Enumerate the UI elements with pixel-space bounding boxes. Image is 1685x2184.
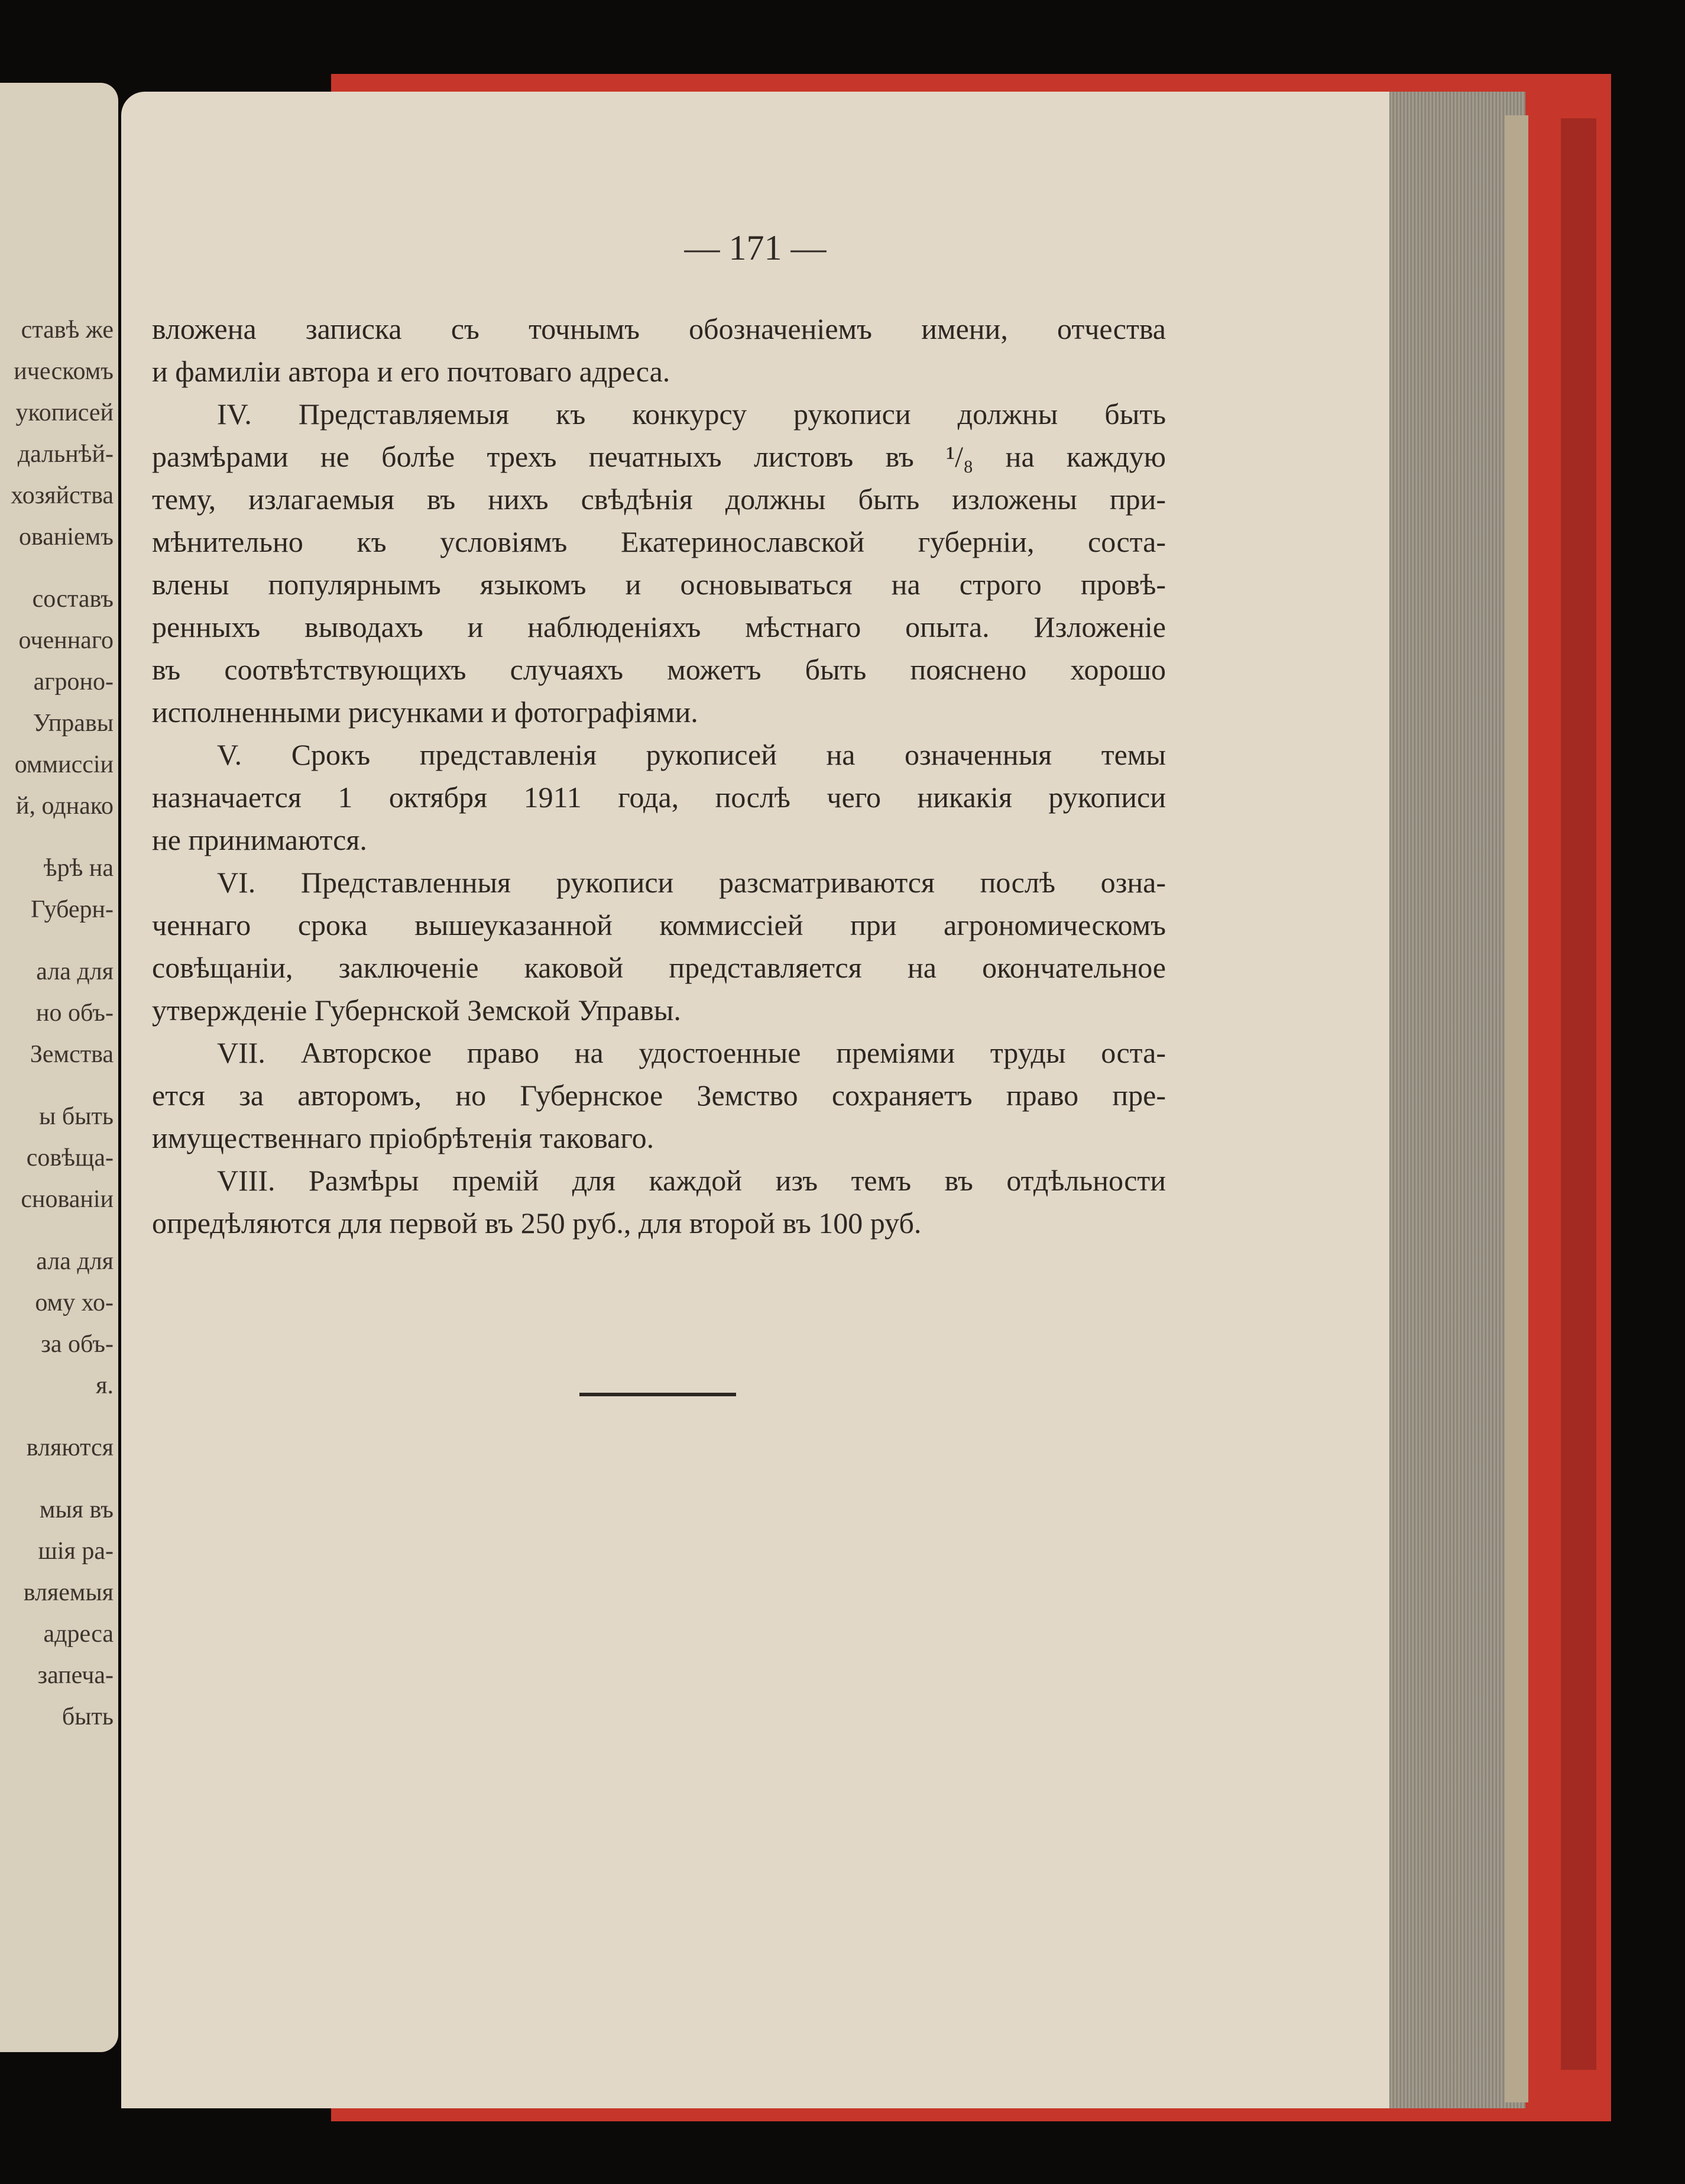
left-page-fragment: укописей bbox=[15, 399, 114, 426]
left-page-fragment: й, однако bbox=[15, 792, 114, 820]
left-page-fragment: Управы bbox=[33, 710, 114, 737]
left-page-fragment: ому хо- bbox=[35, 1289, 114, 1316]
text-line: VI. Представленныя рукописи разсматриваются послѣ озна- bbox=[217, 866, 1166, 899]
text-line: VII. Авторское право на удостоенные преміями труды оста- bbox=[217, 1036, 1166, 1069]
left-page-fragment: снованіи bbox=[21, 1186, 114, 1213]
body-text bbox=[152, 308, 1166, 1244]
text-line: совѣщаніи, заключеніе каковой представляется на окончательное bbox=[152, 951, 1166, 984]
page-number: — 171 — bbox=[684, 228, 827, 267]
text-line: не принимаются. bbox=[152, 823, 367, 856]
left-page-fragment: я. bbox=[96, 1372, 114, 1399]
left-page bbox=[0, 83, 118, 2052]
text-line: и фамиліи автора и его почтоваго адреса. bbox=[152, 355, 670, 388]
page-block-edge-outer bbox=[1505, 115, 1528, 2102]
left-page-fragment: за объ- bbox=[41, 1331, 114, 1358]
text-line: въ соотвѣтствующихъ случаяхъ можетъ быть пояснено хорошо bbox=[152, 653, 1166, 686]
text-line: V. Срокъ представленія рукописей на означенныя темы bbox=[217, 738, 1166, 771]
cover-edge bbox=[1561, 118, 1596, 2070]
text-line: тему, излагаемыя въ нихъ свѣдѣнія должны быть изложены при- bbox=[152, 483, 1166, 516]
text-line: ченнаго срока вышеуказанной коммиссіей при агрономическомъ bbox=[152, 908, 1166, 941]
left-page-fragment: хозяйства bbox=[11, 482, 114, 509]
left-page-fragment: составъ bbox=[32, 585, 114, 613]
left-page-fragment: ованіемъ bbox=[18, 523, 114, 551]
left-page-fragment: совѣща- bbox=[26, 1144, 114, 1172]
left-page-fragment: адреса bbox=[43, 1620, 114, 1648]
left-page-fragment: ала для bbox=[36, 958, 114, 985]
left-page-fragment: мыя въ bbox=[39, 1496, 114, 1523]
text-line: IV. Представляемыя къ конкурсу рукописи должны быть bbox=[217, 397, 1166, 431]
text-line: влены популярнымъ языкомъ и основываться на строго провѣ- bbox=[152, 568, 1166, 601]
left-page-fragment: запеча- bbox=[37, 1662, 114, 1689]
left-page-fragment: ическомъ bbox=[14, 358, 114, 385]
left-page-fragment: Губерн- bbox=[30, 896, 114, 923]
left-page-fragment: Земства bbox=[30, 1041, 114, 1068]
text-line: имущественнаго пріобрѣтенія таковаго. bbox=[152, 1121, 654, 1154]
left-page-fragment: вляются bbox=[26, 1434, 114, 1461]
left-page-fragment: ала для bbox=[36, 1248, 114, 1275]
text-line: вложена записка съ точнымъ обозначеніемъ имени, отчества bbox=[152, 312, 1166, 345]
text-line: размѣрами не болѣе трехъ печатныхъ листовъ въ ¹/₈ на каждую bbox=[152, 440, 1166, 473]
left-page-fragment: ставѣ же bbox=[21, 316, 114, 344]
left-page-fragment: агроно- bbox=[33, 668, 114, 695]
left-page-fragment: ѣрѣ на bbox=[43, 855, 114, 882]
text-line: ется за авторомъ, но Губернское Земство сохраняетъ право пре- bbox=[152, 1079, 1166, 1112]
left-page-fragment: оммиссіи bbox=[14, 751, 114, 778]
left-page-fragment: дальнѣй- bbox=[17, 441, 114, 468]
right-page bbox=[121, 92, 1389, 2108]
left-page-fragment: но объ- bbox=[35, 999, 114, 1027]
left-page-fragment: быть bbox=[61, 1703, 114, 1730]
left-page-fragment: вляемыя bbox=[23, 1579, 114, 1606]
text-line: назначается 1 октября 1911 года, послѣ чего никакія рукописи bbox=[152, 781, 1166, 814]
text-line: исполненными рисунками и фотографіями. bbox=[152, 695, 698, 729]
text-line: VIII. Размѣры премій для каждой изъ темъ въ отдѣльности bbox=[217, 1164, 1166, 1197]
left-page-fragment: ы быть bbox=[39, 1103, 114, 1130]
text-line: утвержденіе Губернской Земской Управы. bbox=[152, 994, 681, 1027]
end-rule bbox=[579, 1393, 736, 1396]
text-line: опредѣляются для первой въ 250 руб., для второй въ 100 руб. bbox=[152, 1206, 922, 1240]
text-line: ренныхъ выводахъ и наблюденіяхъ мѣстнаго опыта. Изложеніе bbox=[152, 610, 1166, 643]
text-line: мѣнительно къ условіямъ Екатеринославской губерніи, соста- bbox=[152, 525, 1166, 558]
left-page-fragment: шія ра- bbox=[38, 1538, 114, 1565]
left-page-fragment: оченнаго bbox=[18, 627, 114, 654]
